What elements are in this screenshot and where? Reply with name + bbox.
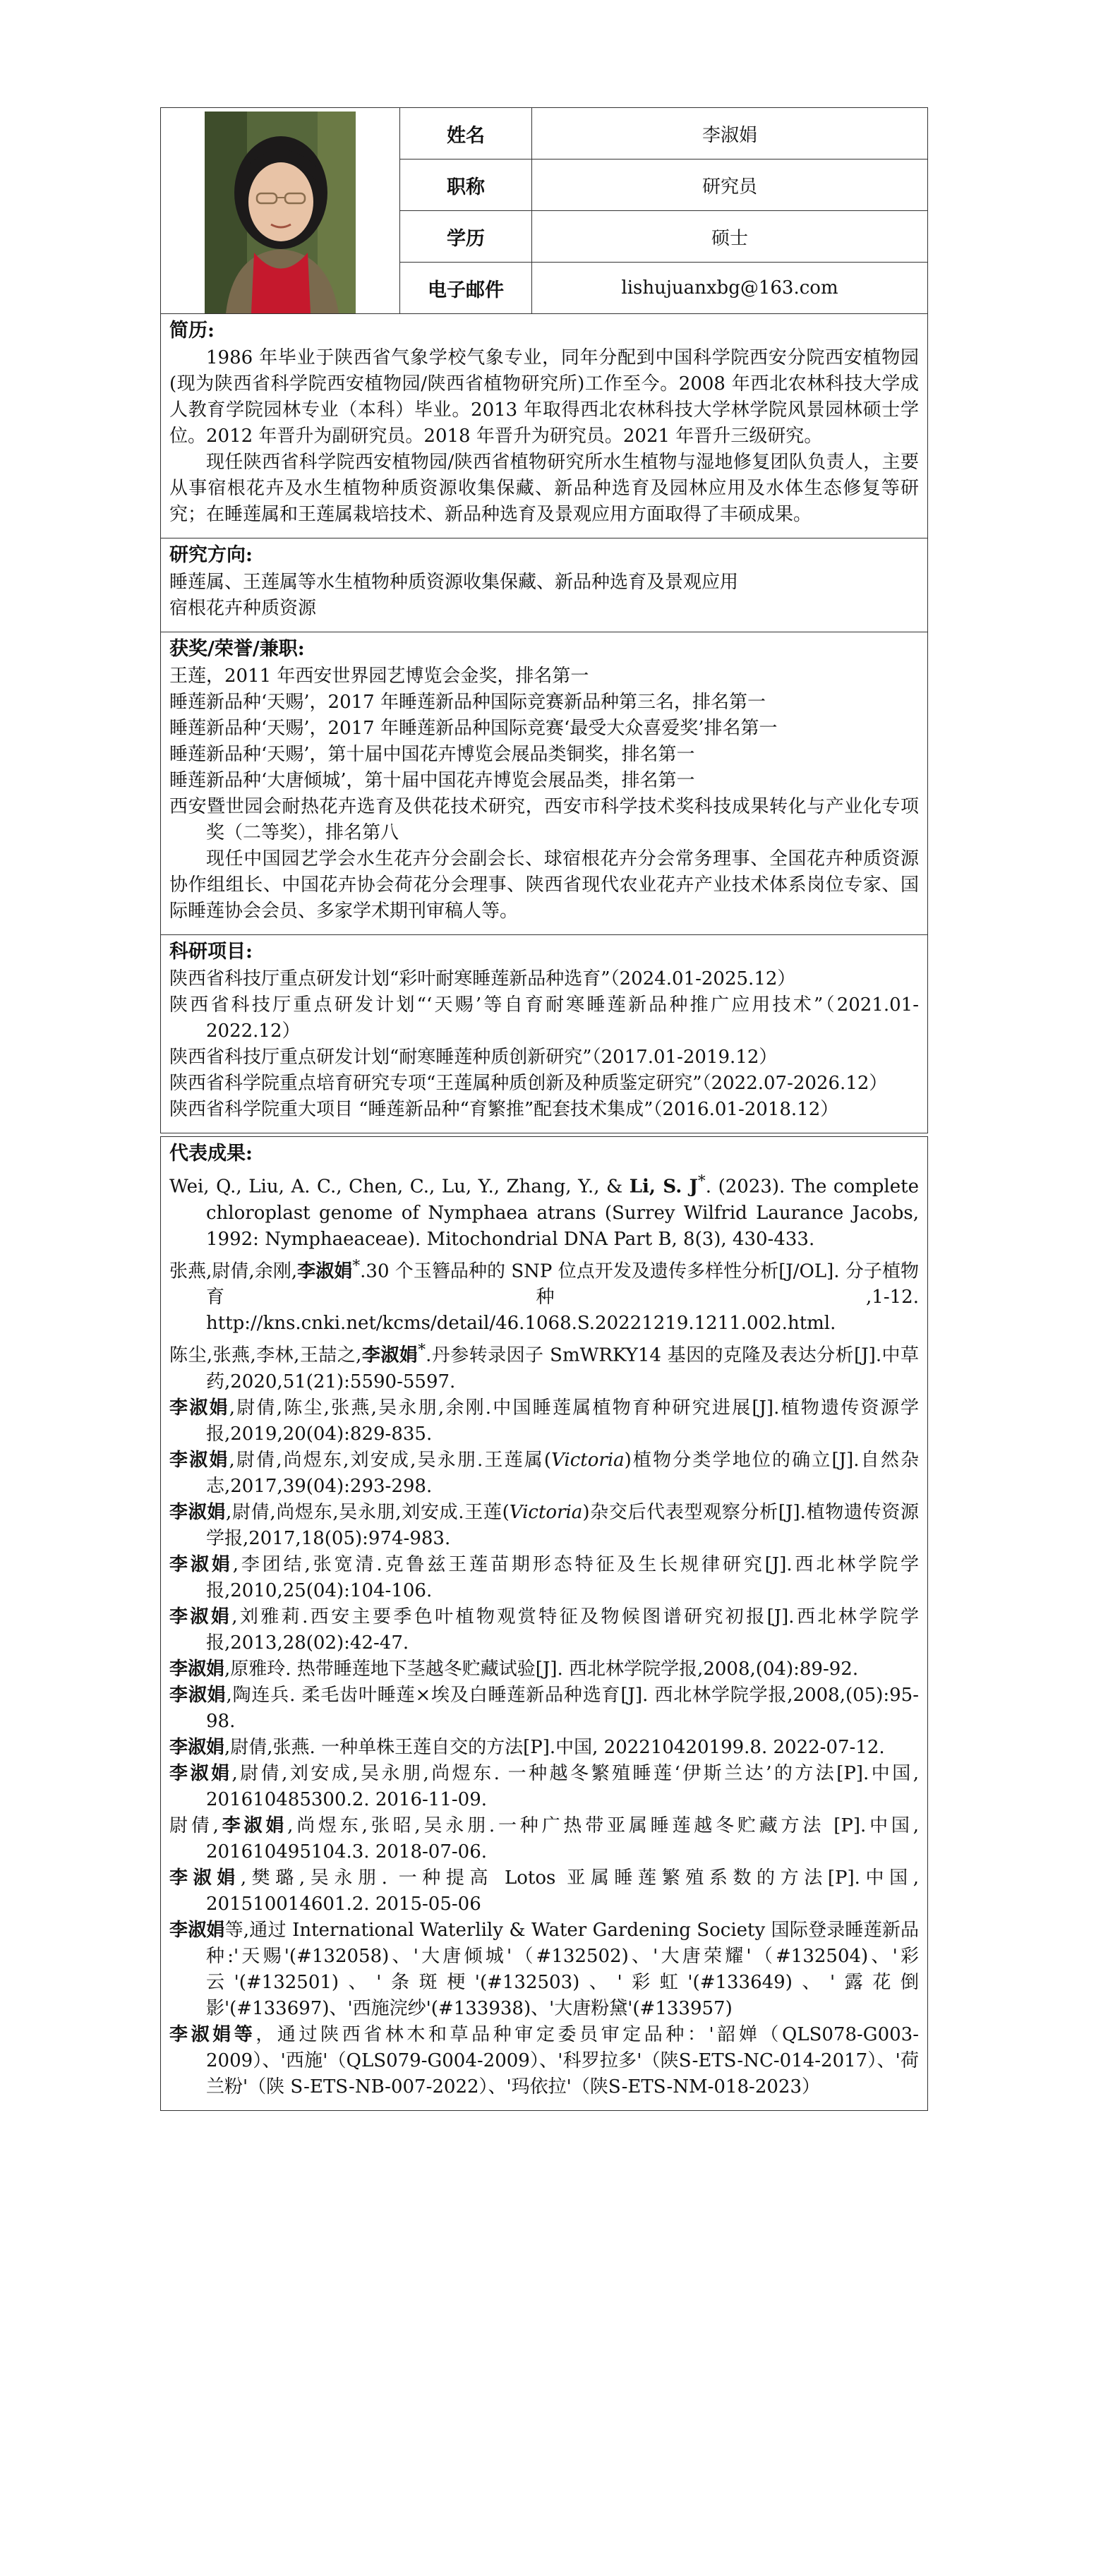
email-label: 电子邮件	[400, 263, 532, 314]
citation-text: .30 个玉簪品种的 SNP 位点开发及遗传多样性分析[J/OL]. 分子植物育种,1-12. http://kns.cnki.net/kcms/detail/46.1068.S.20221219.1211.002.html.	[206, 1260, 919, 1335]
achievement-item	[169, 1918, 919, 2022]
citation-author: Li, S. J	[629, 1176, 698, 1198]
name-label: 姓名	[400, 108, 532, 160]
bio-paragraph: 现任陕西省科学院西安植物园/陕西省植物研究所水生植物与湿地修复团队负责人，主要从事宿根花卉及水生植物种质资源收集保藏、新品种选育及园林应用及水体生态修复等研究；在睡莲属和王莲属栽培技术、新品种选育及景观应用方面取得了丰硕成果。	[169, 452, 919, 525]
citation-author: 李淑娟	[218, 1814, 288, 1836]
projects-heading: 科研项目:	[169, 941, 253, 963]
project-item: 陕西省科技厅重点研发计划“彩叶耐寒睡莲新品种选育”（2024.01-2025.12）	[169, 968, 796, 989]
project-item: 陕西省科学院重点培育研究专项“王莲属种质创新及种质鉴定研究”（2022.07-2026.12）	[169, 1073, 888, 1094]
citation-author: 李淑娟	[169, 1867, 241, 1889]
profile-table	[160, 107, 928, 314]
citation-text: ,尉倩,尚煜东,吴永朋,刘安成.王莲(	[226, 1501, 510, 1523]
research-item: 睡莲属、王莲属等水生植物种质资源收集保藏、新品种选育及景观应用	[169, 572, 739, 593]
project-item: 陕西省科技厅重点研发计划“‘天赐’等自育耐寒睡莲新品种推广应用技术”（2021.01-2022.12）	[169, 994, 919, 1042]
citation-author: 李淑娟	[169, 1684, 227, 1706]
citation-text: .丹参转录因子 SmWRKY14 基因的克隆及表达分析[J].中草药,2020,51(21):5590-5597.	[206, 1344, 919, 1392]
citation-text: ,刘雅莉.西安主要季色叶植物观赏特征及物候图谱研究初报[J].西北林学院学报,2013,28(02):42-47.	[206, 1606, 919, 1654]
research-item: 宿根花卉种质资源	[169, 598, 317, 619]
citation-author: 李淑娟	[169, 1449, 229, 1471]
citation-text: Wei, Q., Liu, A. C., Chen, C., Lu, Y., Zhang, Y., &	[169, 1176, 630, 1198]
citation-text: 张燕,尉倩,余刚,	[169, 1260, 298, 1282]
project-item: 陕西省科学院重大项目 “睡莲新品种“育繁推”配套技术集成”（2016.01-2018.12）	[169, 1099, 839, 1120]
citation-author: 李淑娟	[297, 1260, 353, 1282]
achievement-item	[169, 1552, 919, 1604]
award-item: 王莲，2011 年西安世界园艺博览会金奖，排名第一	[169, 666, 589, 687]
citation-text: 尉倩,	[169, 1814, 219, 1836]
citation-genus: Victoria	[509, 1501, 583, 1523]
citation-text: 陈尘,张燕,李林,王喆之,	[169, 1344, 362, 1366]
citation-text: ,陶连兵. 柔毛齿叶睡莲×埃及白睡莲新品种选育[J]. 西北林学院学报,2008,(05):95-98.	[206, 1684, 919, 1732]
achievement-item	[169, 1395, 919, 1448]
citation-text: ,尉倩,刘安成,吴永朋,尚煜东. 一种越冬繁殖睡莲‘伊斯兰达’的方法[P].中国, 201610485300.2. 2016-11-09.	[206, 1762, 919, 1810]
achievements-heading: 代表成果:	[169, 1143, 253, 1164]
portrait-cell	[161, 108, 400, 314]
title-label: 职称	[400, 160, 532, 211]
bio-heading: 简历:	[169, 320, 215, 342]
citation-text: . (2023). The complete chloroplast genome of Nymphaea atrans (Surrey Wilfrid Laurance Jacobs, 1992: Nymphaeaceae). Mitochondrial DNA Part B, 8(3), 430-433.	[206, 1176, 919, 1250]
awards-heading: 获奖/荣誉/兼职:	[169, 638, 305, 660]
citation-text: ,尉倩,尚煜东,刘安成,吴永朋.王莲属(	[229, 1449, 552, 1471]
email-value[interactable]: lishujuanxbg@163.com	[532, 263, 928, 314]
achievements-section	[160, 1136, 928, 2111]
citation-author: 李淑娟	[169, 1397, 229, 1419]
citation-author: 李淑娟	[169, 1501, 227, 1523]
achievements-list	[169, 1168, 919, 2100]
awards-section	[160, 632, 928, 935]
citation-text: 等,通过 International Waterlily & Water Gardening Society 国际登录睡莲新品种:'天赐'(#132058)、'大唐倾城'（#132502)、'大唐荣耀'（#132504)、'彩云'(#132501)、'条斑梗'(#132503)、'彩虹'(#133649)、'露花倒影'(#133697)、'西施浣纱'(#133938)、'大唐粉黛'(#133957)	[206, 1919, 919, 2019]
citation-text: ,李团结,张宽清.克鲁兹王莲苗期形态特征及生长规律研究[J].西北林学院学报,2010,25(04):104-106.	[206, 1553, 919, 1601]
projects-section	[160, 935, 928, 1133]
citation-text: ,原雅玲. 热带睡莲地下茎越冬贮藏试验[J]. 西北林学院学报,2008,(04):89-92.	[224, 1658, 859, 1680]
citation-author: 李淑娟	[169, 1553, 233, 1575]
achievement-item	[169, 1656, 919, 1683]
citation-author: 李淑娟	[169, 1658, 225, 1680]
cv-page	[160, 107, 928, 2111]
achievement-item	[169, 1761, 919, 1813]
title-value: 研究员	[532, 160, 928, 211]
research-heading: 研究方向:	[169, 544, 253, 566]
citation-author: 李淑娟	[169, 1606, 232, 1627]
achievement-item	[169, 1683, 919, 1735]
citation-text: ，通过陕西省林木和草品种审定委员审定品种：'韶婵（QLS078-G003-2009）、'西施'（QLS079-G004-2009）、'科罗拉多'（陕S-ETS-NC-014-2017）、'荷兰粉'（陕 S-ETS-NB-007-2022）、'玛依拉'（陕S-ETS-NM-018-2023）	[206, 2023, 919, 2097]
achievement-item	[169, 1604, 919, 1656]
citation-text: )植物分类学地位的确立[J].自然杂志,2017,39(04):293-298.	[206, 1449, 920, 1497]
education-label: 学历	[400, 211, 532, 263]
citation-author: 李淑娟	[361, 1344, 419, 1366]
achievement-item	[169, 1448, 919, 1500]
citation-text: ,樊璐,吴永朋. 一种提高 Lotos 亚属睡莲繁殖系数的方法[P].中国, 201510014601.2. 2015-05-06	[206, 1867, 919, 1915]
name-value: 李淑娟	[532, 108, 928, 160]
achievement-item	[169, 1337, 919, 1395]
corresponding-mark: *	[352, 1256, 361, 1275]
citation-text: ,尉倩,张燕. 一种单株王莲自交的方法[P].中国, 202210420199.8. 2022-07-12.	[224, 1736, 885, 1758]
portrait-photo	[205, 112, 356, 313]
education-value: 硕士	[532, 211, 928, 263]
citation-genus: Victoria	[551, 1449, 625, 1471]
citation-author: 李淑娟等	[169, 2023, 256, 2045]
research-section	[160, 538, 928, 632]
portrait-image	[205, 112, 356, 313]
achievement-item	[169, 1500, 919, 1552]
award-item: 睡莲新品种‘大唐倾城’，第十届中国花卉博览会展品类，排名第一	[169, 770, 695, 791]
achievement-item	[169, 1865, 919, 1918]
award-item: 睡莲新品种‘天赐’，2017 年睡莲新品种国际竞赛新品种第三名，排名第一	[169, 692, 766, 713]
achievement-item	[169, 1735, 919, 1761]
citation-author: 李淑娟	[169, 1762, 232, 1784]
corresponding-mark: *	[418, 1341, 426, 1359]
roles-paragraph: 现任中国园艺学会水生花卉分会副会长、球宿根花卉分会常务理事、全国花卉种质资源协作组组长、中国花卉协会荷花分会理事、陕西省现代农业花卉产业技术体系岗位专家、国际睡莲协会会员、多家学术期刊审稿人等。	[169, 848, 919, 922]
achievement-item	[169, 1168, 919, 1253]
citation-text: ,尉倩,陈尘,张燕,吴永朋,余刚.中国睡莲属植物育种研究进展[J].植物遗传资源学报,2019,20(04):829-835.	[206, 1397, 919, 1445]
project-item: 陕西省科技厅重点研发计划“耐寒睡莲种质创新研究”（2017.01-2019.12）	[169, 1047, 778, 1068]
bio-section	[160, 314, 928, 538]
achievement-item	[169, 1253, 919, 1337]
citation-text: )杂交后代表型观察分析[J].植物遗传资源学报,2017,18(05):974-983.	[206, 1501, 919, 1549]
award-item: 西安暨世园会耐热花卉选育及供花技术研究，西安市科学技术奖科技成果转化与产业化专项奖（二等奖），排名第八	[169, 796, 919, 843]
achievement-item	[169, 1813, 919, 1865]
corresponding-mark: *	[697, 1172, 706, 1190]
award-item: 睡莲新品种‘天赐’，第十届中国花卉博览会展品类铜奖，排名第一	[169, 744, 695, 765]
bio-paragraph: 1986 年毕业于陕西省气象学校气象专业，同年分配到中国科学院西安分院西安植物园(现为陕西省科学院西安植物园/陕西省植物研究所)工作至今。2008 年西北农林科技大学成人教育学院园林专业（本科）毕业。2013 年取得西北农林科技大学林学院风景园林硕士学位。2012 年晋升为副研究员。2018 年晋升为研究员。2021 年晋升三级研究。	[169, 347, 919, 447]
citation-author: 李淑娟	[169, 1919, 225, 1941]
award-item: 睡莲新品种‘天赐’，2017 年睡莲新品种国际竞赛‘最受大众喜爱奖’排名第一	[169, 718, 778, 739]
citation-author: 李淑娟	[169, 1736, 225, 1758]
achievement-item	[169, 2022, 919, 2100]
citation-text: ,尚煜东,张昭,吴永朋.一种广热带亚属睡莲越冬贮藏方法 [P].中国, 201610495104.3. 2018-07-06.	[206, 1814, 919, 1862]
